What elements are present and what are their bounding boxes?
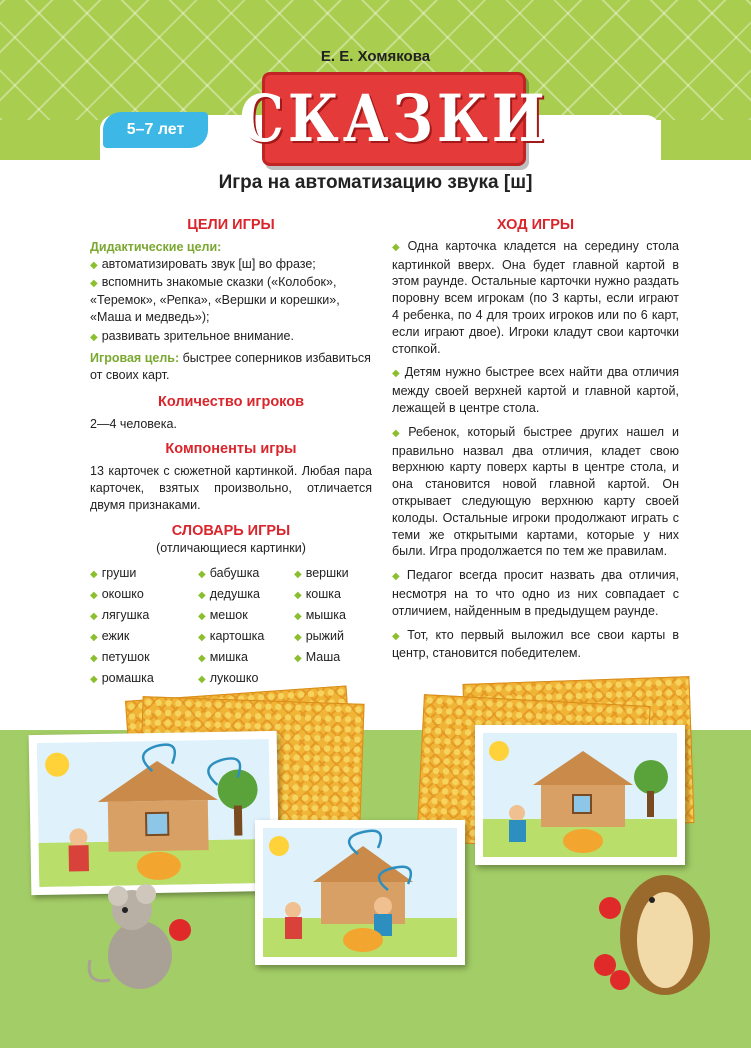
players-text: 2—4 человека.: [90, 417, 177, 431]
vocab-word: ◆ Маша: [294, 650, 341, 664]
procedure-paragraph: ◆ Тот, кто первый выложил все свои карты в центр, становится победителем.: [392, 627, 679, 661]
vocab-word: ◆ рыжий: [294, 629, 344, 643]
vocab-word: ◆ лукошко: [198, 671, 259, 685]
vocab-word: ◆ груши: [90, 566, 137, 580]
components-text: 13 карточек с сюжетной картинкой. Любая пара карточек, взятых произвольно, отличается двумя признаками.: [90, 464, 372, 512]
bullet-icon: ◆: [90, 611, 98, 622]
didactic-item: ◆ вспомнить знакомые сказки («Колобок», «Теремок», «Репка», «Вершки и корешки», «Маша и медведь»);: [90, 275, 340, 324]
page-title: СКАЗКИ: [239, 81, 549, 157]
bullet-icon: ◆: [90, 278, 98, 289]
procedure-heading: ХОД ИГРЫ: [496, 217, 575, 233]
vocab-word: ◆ мишка: [198, 650, 249, 664]
vocab-word: ◆ ежик: [90, 629, 130, 643]
bullet-icon: ◆: [90, 332, 98, 343]
bullet-icon: ◆: [392, 630, 404, 642]
hedgehog-with-apple-icon: [590, 860, 730, 1010]
bullet-icon: ◆: [294, 569, 302, 580]
fairy-tale-scene-icon: [37, 739, 271, 887]
vocab-word: ◆ окошко: [90, 587, 144, 601]
game-card-illustration: [29, 731, 280, 895]
bullet-icon: ◆: [90, 653, 98, 664]
bullet-icon: ◆: [198, 611, 206, 622]
procedure-paragraph: ◆ Ребенок, который быстрее других нашел и правильно назвал два отличия, кладет свою верхнюю карту поверх карты в центре стола, и она становится новой главной картой. Он открывает следующую верхнюю карту своей колоды. Остальные игроки продолжают играть с теми же открытыми картами, которые у них были. Игра продолжается по тем же правилам.: [392, 424, 679, 559]
vocab-word: ◆ вершки: [294, 566, 349, 580]
fairy-tale-scene-icon: [263, 828, 457, 957]
components-heading: Компоненты игры: [165, 441, 297, 457]
bullet-icon: ◆: [90, 632, 98, 643]
procedure-paragraph: ◆ Детям нужно быстрее всех найти два отличия между своей верхней картой и главной картой, лежащей в центре стола.: [392, 365, 679, 415]
bullet-icon: ◆: [294, 632, 302, 643]
bullet-icon: ◆: [392, 241, 404, 253]
bullet-icon: ◆: [198, 632, 206, 643]
bullet-icon: ◆: [392, 368, 401, 380]
bullet-icon: ◆: [294, 653, 302, 664]
vocab-word: ◆ мешок: [198, 608, 248, 622]
author: Е. Е. Хомякова: [320, 48, 431, 65]
game-goal-label: Игровая цель:: [90, 351, 180, 365]
bullet-icon: ◆: [90, 569, 98, 580]
mouse-with-apple-icon: [80, 880, 210, 1000]
vocab-word: ◆ бабушка: [198, 566, 260, 580]
game-card-illustration: [475, 725, 685, 865]
fairy-tale-scene-icon: [483, 733, 677, 857]
vocab-word: ◆ мышка: [294, 608, 347, 622]
procedure-paragraph: ◆ Педагог всегда просит назвать два отличия, несмотря на то что одно из них совпадает с отличием, найденным в предыдущем раунде.: [392, 568, 679, 618]
didactic-item: ◆ развивать зрительное внимание.: [90, 329, 294, 343]
vocab-word: ◆ дедушка: [198, 587, 260, 601]
top-band-left: [0, 120, 104, 160]
bullet-icon: ◆: [198, 674, 206, 685]
didactic-label: Дидактические цели:: [90, 240, 222, 254]
subtitle: Игра на автоматизацию звука [ш]: [218, 172, 533, 193]
vocab-word: ◆ картошка: [198, 629, 265, 643]
left-column: [90, 217, 372, 688]
players-heading: Количество игроков: [157, 394, 305, 410]
bullet-icon: ◆: [90, 674, 98, 685]
vocabulary-note: (отличающиеся картинки): [156, 541, 306, 555]
right-column: [392, 217, 679, 669]
bullet-icon: ◆: [90, 590, 98, 601]
game-goal: Игровая цель: быстрее соперников избавиться от своих карт.: [90, 351, 371, 382]
vocab-word: ◆ ромашка: [90, 671, 154, 685]
bullet-icon: ◆: [90, 260, 98, 271]
vocab-word: ◆ кошка: [294, 587, 341, 601]
title-plate: [239, 72, 549, 166]
vocabulary-heading: СЛОВАРЬ ИГРЫ: [171, 523, 291, 539]
vocabulary-list: [90, 565, 372, 688]
vocab-word: ◆ петушок: [90, 650, 150, 664]
bullet-icon: ◆: [294, 590, 302, 601]
bullet-icon: ◆: [198, 569, 206, 580]
bullet-icon: ◆: [392, 427, 405, 439]
bullet-icon: ◆: [294, 611, 302, 622]
bullet-icon: ◆: [198, 590, 206, 601]
didactic-item: ◆ автоматизировать звук [ш] во фразе;: [90, 257, 316, 271]
bullet-icon: ◆: [392, 571, 403, 583]
top-band-right: [661, 120, 751, 160]
age-badge: 5–7 лет: [103, 112, 208, 148]
game-card-illustration: [255, 820, 465, 965]
bullet-icon: ◆: [198, 653, 206, 664]
vocab-word: ◆ лягушка: [90, 608, 150, 622]
procedure-paragraph: ◆ Одна карточка кладется на середину стола картинкой вверх. Она будет главной картой в этом раунде. Остальные карточки нужно раздать поровну всем игрокам (по 3 карты, если играют 4 ребенка, по 4 для троих игроков или по 6 карт, если играют двое). Игроки кладут свои карточки стопкой.: [392, 238, 679, 356]
goals-heading: ЦЕЛИ ИГРЫ: [187, 217, 275, 233]
